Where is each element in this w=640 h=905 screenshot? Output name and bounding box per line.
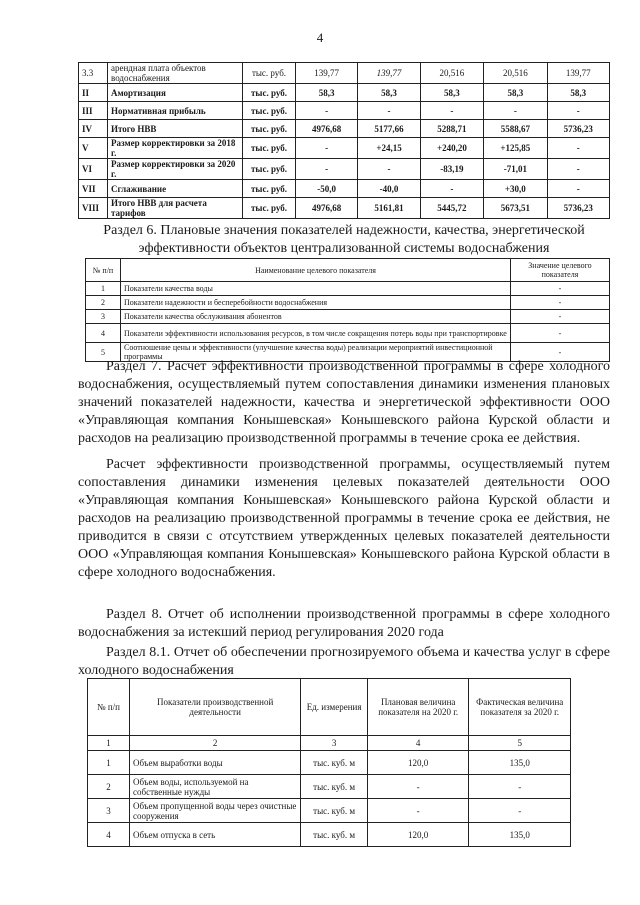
row-unit: тыс. руб. xyxy=(243,102,296,120)
row-value: -71,01 xyxy=(484,159,547,180)
row-name: Показатели качества воды xyxy=(121,282,511,296)
row-value: - xyxy=(511,324,610,343)
row-value: - xyxy=(296,159,358,180)
row-number: II xyxy=(79,84,108,102)
row-name: Итого НВВ для расчета тарифов xyxy=(108,198,243,219)
table-header-row xyxy=(86,259,610,282)
row-name: Объем отпуска в сеть xyxy=(130,823,301,847)
row-value: - xyxy=(420,102,483,120)
row-value: 58,3 xyxy=(484,84,547,102)
row-number: 2 xyxy=(88,775,130,799)
row-unit: тыс. куб. м xyxy=(301,799,368,823)
row-value: - xyxy=(547,138,609,159)
row-value: +240,20 xyxy=(420,138,483,159)
header-unit: Ед. измерения xyxy=(301,679,368,736)
row-fact: 135,0 xyxy=(469,751,571,775)
row-number: 4 xyxy=(88,823,130,847)
production-report-table xyxy=(87,678,571,847)
row-value: -50,0 xyxy=(296,180,358,198)
row-number: 5 xyxy=(86,343,121,362)
table-row xyxy=(86,282,610,296)
row-name: Показатели качества обслуживания абонентов xyxy=(121,310,511,324)
table-row xyxy=(86,324,610,343)
row-fact: - xyxy=(469,775,571,799)
row-value: - xyxy=(511,343,610,362)
column-index: 1 xyxy=(88,736,130,751)
section6-title: Раздел 6. Плановые значения показателей надежности, качества, энергетической эффективности объектов централизованной системы водоснабжения xyxy=(103,223,585,256)
row-plan: - xyxy=(367,775,469,799)
row-name: Показатели эффективности использования ресурсов, в том числе сокращения потерь воды при транспортировке xyxy=(121,324,511,343)
row-number: VII xyxy=(79,180,108,198)
row-value: 5736,23 xyxy=(547,198,609,219)
row-plan: 120,0 xyxy=(367,751,469,775)
row-value: 139,77 xyxy=(358,63,420,84)
row-value: 58,3 xyxy=(296,84,358,102)
row-value: - xyxy=(296,102,358,120)
row-name: Нормативная прибыль xyxy=(108,102,243,120)
row-number: III xyxy=(79,102,108,120)
row-value: 58,3 xyxy=(358,84,420,102)
row-number: IV xyxy=(79,120,108,138)
row-number: 1 xyxy=(86,282,121,296)
row-name: Амортизация xyxy=(108,84,243,102)
row-value: 139,77 xyxy=(547,63,609,84)
row-value: 5161,81 xyxy=(358,198,420,219)
row-unit: тыс. руб. xyxy=(243,84,296,102)
table-row xyxy=(88,775,571,799)
table-row xyxy=(79,63,610,84)
table-row xyxy=(79,198,610,219)
row-number: 3 xyxy=(86,310,121,324)
row-value: 4976,68 xyxy=(296,198,358,219)
row-value: - xyxy=(511,282,610,296)
table-row xyxy=(88,751,571,775)
row-value: +30,0 xyxy=(484,180,547,198)
row-unit: тыс. руб. xyxy=(243,120,296,138)
section7-paragraph-1: Раздел 7. Расчет эффективности производственной программы в сфере холодного водоснабжения, осуществляемый путем сопоставления динамики изменения плановых значений показателей надежности, качества и энергетической эффективности ООО «Управляющая компания Конышевская» Конышевского района Курской области и расходов на реализацию производственной программы в течение срока ее действия. xyxy=(78,359,610,446)
row-name: Объем пропущенной воды через очистные сооружения xyxy=(130,799,301,823)
header-fact: Фактическая величина показателя за 2020 г. xyxy=(469,679,571,736)
row-name: Соотношение цены и эффективности (улучшение качества воды) реализации мероприятий инвестиционной программы xyxy=(121,343,511,362)
row-value: 5736,23 xyxy=(547,120,609,138)
row-name: арендная плата объектов водоснабжения xyxy=(108,63,243,84)
row-unit: тыс. куб. м xyxy=(301,775,368,799)
table-row xyxy=(79,159,610,180)
row-value: 5288,71 xyxy=(420,120,483,138)
row-unit: тыс. руб. xyxy=(243,180,296,198)
table-index-row xyxy=(88,736,571,751)
table-row xyxy=(79,120,610,138)
row-name: Объем выработки воды xyxy=(130,751,301,775)
target-indicators-table xyxy=(85,258,610,362)
table-row xyxy=(88,799,571,823)
header-plan: Плановая величина показателя на 2020 г. xyxy=(367,679,469,736)
row-plan: - xyxy=(367,799,469,823)
column-index: 5 xyxy=(469,736,571,751)
row-value: - xyxy=(547,159,609,180)
row-value: - xyxy=(511,310,610,324)
row-number: 2 xyxy=(86,296,121,310)
row-unit: тыс. руб. xyxy=(243,138,296,159)
row-unit: тыс. руб. xyxy=(243,159,296,180)
row-number: 3 xyxy=(88,799,130,823)
row-value: 5177,66 xyxy=(358,120,420,138)
row-name: Сглаживание xyxy=(108,180,243,198)
row-number: 3.3 xyxy=(79,63,108,84)
table-row xyxy=(86,296,610,310)
row-value: -83,19 xyxy=(420,159,483,180)
section8-1-title: Раздел 8.1. Отчет об обеспечении прогнозируемого объема и качества услуг в сфере холодного водоснабжения xyxy=(78,645,610,678)
row-value: 20,516 xyxy=(484,63,547,84)
header-name: Показатели производственной деятельности xyxy=(130,679,301,736)
row-unit: тыс. куб. м xyxy=(301,751,368,775)
row-value: - xyxy=(547,102,609,120)
row-value: 58,3 xyxy=(547,84,609,102)
row-value: 139,77 xyxy=(296,63,358,84)
row-value: +24,15 xyxy=(358,138,420,159)
table-row xyxy=(79,138,610,159)
column-index: 4 xyxy=(367,736,469,751)
row-value: - xyxy=(511,296,610,310)
row-value: - xyxy=(296,138,358,159)
table-header-row xyxy=(88,679,571,736)
row-name: Объем воды, используемой на собственные нужды xyxy=(130,775,301,799)
cost-table xyxy=(78,62,610,219)
table-row xyxy=(79,180,610,198)
row-number: VIII xyxy=(79,198,108,219)
header-value: Значение целевого показателя xyxy=(511,259,610,282)
row-name: Итого НВВ xyxy=(108,120,243,138)
header-no: № п/п xyxy=(88,679,130,736)
header-name: Наименование целевого показателя xyxy=(121,259,511,282)
row-value: - xyxy=(484,102,547,120)
column-index: 2 xyxy=(130,736,301,751)
section8-title: Раздел 8. Отчет об исполнении производственной программы в сфере холодного водоснабжения за истекший период регулирования 2020 года xyxy=(78,607,610,640)
row-number: 4 xyxy=(86,324,121,343)
table-row xyxy=(86,310,610,324)
table-row xyxy=(79,84,610,102)
row-fact: - xyxy=(469,799,571,823)
row-value: 20,516 xyxy=(420,63,483,84)
row-unit: тыс. куб. м xyxy=(301,823,368,847)
row-fact: 135,0 xyxy=(469,823,571,847)
row-name: Показатели надежности и бесперебойности водоснабжения xyxy=(121,296,511,310)
table-row xyxy=(79,102,610,120)
row-number: V xyxy=(79,138,108,159)
row-value: -40,0 xyxy=(358,180,420,198)
table-row xyxy=(88,823,571,847)
column-index: 3 xyxy=(301,736,368,751)
row-value: - xyxy=(420,180,483,198)
row-value: - xyxy=(547,180,609,198)
row-value: 5673,51 xyxy=(484,198,547,219)
section7-paragraph-2: Расчет эффективности производственной программы, осуществляемый путем сопоставления динамики изменения целевых показателей деятельности ООО «Управляющая компания Конышевская» Конышевского района Курской области и расходов на реализацию производственной программы в течение срока ее действия, не приводится в связи с отсутствием утвержденных целевых показателей деятельности ООО «Управляющая компания Конышевская» Конышевского района Курской области в сфере холодного водоснабжения. xyxy=(78,457,610,580)
header-no: № п/п xyxy=(86,259,121,282)
row-value: 58,3 xyxy=(420,84,483,102)
row-unit: тыс. руб. xyxy=(243,198,296,219)
row-value: - xyxy=(358,159,420,180)
row-unit: тыс. руб. xyxy=(243,63,296,84)
row-name: Размер корректировки за 2020 г. xyxy=(108,159,243,180)
page-number: 4 xyxy=(316,30,324,45)
row-plan: 120,0 xyxy=(367,823,469,847)
row-value: 5588,67 xyxy=(484,120,547,138)
row-value: 5445,72 xyxy=(420,198,483,219)
row-number: 1 xyxy=(88,751,130,775)
row-name: Размер корректировки за 2018 г. xyxy=(108,138,243,159)
row-value: +125,85 xyxy=(484,138,547,159)
row-value: 4976,68 xyxy=(296,120,358,138)
row-number: VI xyxy=(79,159,108,180)
row-value: - xyxy=(358,102,420,120)
